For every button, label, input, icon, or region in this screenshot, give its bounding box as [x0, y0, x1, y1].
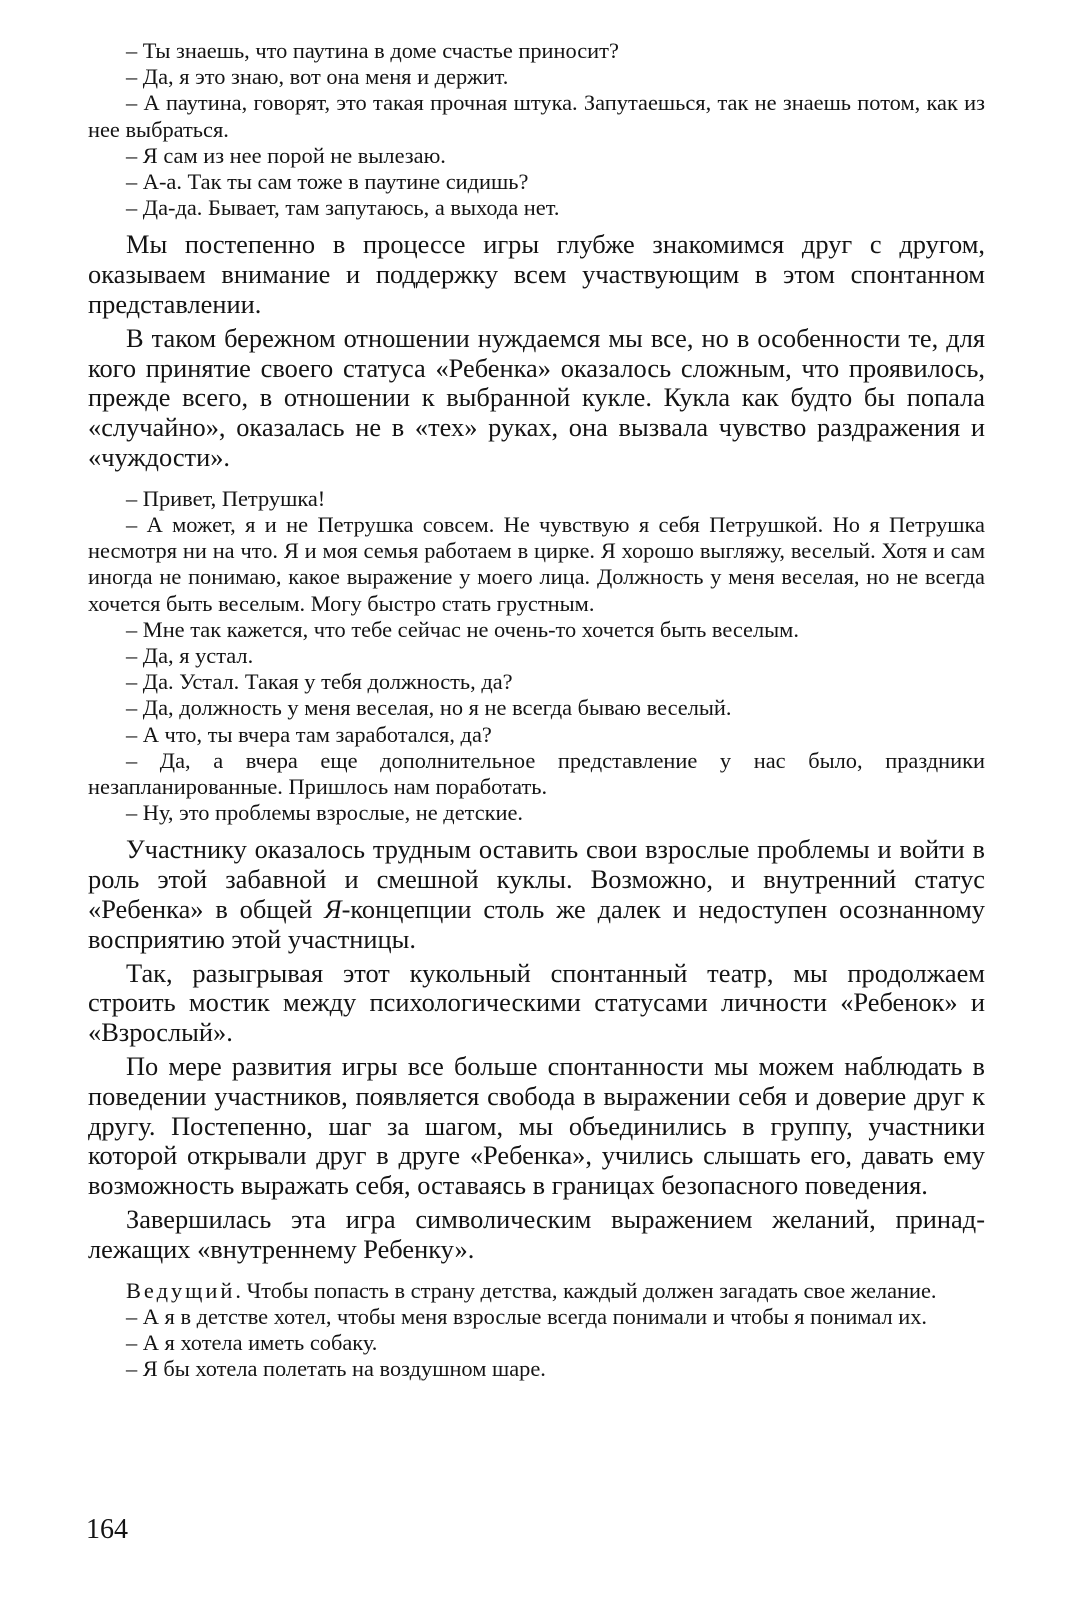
dialogue-line: – Ты знаешь, что паутина в доме счастье приносит? — [126, 38, 619, 63]
dialogue-line: – Да, а вчера еще дополнительное представление у нас было, праздники незапланированные. Пришлось нам поработать. — [88, 747, 985, 800]
body-text-block — [88, 230, 985, 472]
dialogue-block-cobweb — [88, 38, 985, 221]
body-text: -концепции столь же далек и недоступен осознанному восприятию этой участницы. — [88, 894, 985, 954]
italic-term: Я — [324, 894, 342, 925]
body-paragraph: В таком бережном отношении нуждаемся мы все, но в особенности те, для кого принятие своего статуса «Ребенка» оказалось сложным, что проявилось, прежде всего, в отношении к выбранной кукле. Кукла как будто бы попала «случайно», оказалась не в «тех» руках, она вызвала чувство раздражения и «чуждости». — [88, 322, 985, 472]
body-paragraph — [88, 835, 985, 954]
body-paragraph: По мере развития игры все больше спонтанности мы можем наблюдать в поведении участников, появляется свобода в выражении себя и доверие друг к другу. Постепенно, шаг за шагом, мы объединились в группу, участники которой открывали друг в друге «Ребенка», учились слышать его, давать ему возможность выражать себя, оставаясь в границах безопасного поведения. — [88, 1051, 985, 1201]
body-text-block — [88, 835, 985, 1264]
host-speech: . Чтобы попасть в страну детства, каждый должен загадать свое желание. — [235, 1277, 937, 1303]
dialogue-line: – Да. Устал. Такая у тебя должность, да? — [126, 669, 513, 695]
dialogue-block-wishes — [88, 1278, 985, 1383]
dialogue-line: – Я бы хотела полетать на воздушном шаре. — [126, 1356, 546, 1382]
dialogue-block-petrushka — [88, 486, 985, 827]
dialogue-line: – Да, должность у меня веселая, но я не всегда бываю веселый. — [126, 695, 732, 721]
body-paragraph: Так, разыгрывая этот кукольный спонтанный театр, мы продолжаем строить мостик между психологическими статусами личности «Ребенок» и «Взрослый». — [88, 957, 985, 1048]
dialogue-line: – А я в детстве хотел, чтобы меня взрослые всегда понимали и чтобы я понимал их. — [126, 1303, 927, 1329]
dialogue-line: – Да, я устал. — [126, 643, 254, 669]
dialogue-line: – Да-да. Бывает, там запутаюсь, а выхода нет. — [126, 195, 560, 221]
dialogue-line: – Привет, Петрушка! — [126, 485, 326, 511]
dialogue-line: – А-а. Так ты сам тоже в паутине сидишь? — [126, 169, 529, 195]
dialogue-line: – Да, я это знаю, вот она меня и держит. — [126, 64, 509, 90]
body-text: Участнику оказалось трудным оставить свои взрослые проблемы и войти в роль этой забавной и смешной куклы. Возможно, и внутренний статус «Ребенка» в общей — [88, 834, 985, 925]
body-paragraph: Завершилась эта игра символическим выражением желаний, принадлежащих «внутреннему Ребенку». — [88, 1204, 985, 1264]
dialogue-line: – Мне так кажется, что тебе сейчас не очень-то хочется быть веселым. — [126, 616, 799, 642]
dialogue-line: – А что, ты вчера там заработался, да? — [126, 721, 492, 747]
dialogue-line: – А паутина, говорят, это такая прочная штука. Запутаешься, так не знаешь потом, как из нее выбраться. — [88, 90, 985, 142]
dialogue-line: – А я хотела иметь собаку. — [126, 1330, 378, 1355]
dialogue-line: – Я сам из нее порой не вылезаю. — [126, 142, 446, 168]
page-number: 164 — [86, 1514, 128, 1545]
host-line — [88, 1278, 985, 1304]
dialogue-line: – А может, я и не Петрушка совсем. Не чувствую я себя Петрушкой. Но я Петрушка несмотря ни на что. Я и моя семья работаем в цирке. Я хорошо выгляжу, веселый. Хотя и сам иногда не понимаю, какое выражение у моего лица. Должность у меня веселая, но не всегда хочется быть веселым. Могу быстро стать грустным. — [88, 512, 985, 616]
dialogue-line: – Ну, это проблемы взрослые, не детские. — [126, 800, 524, 826]
body-paragraph: Мы постепенно в процессе игры глубже знакомимся друг с другом, оказываем внимание и поддержку всем участвующим в этом спонтанном представлении. — [88, 229, 985, 320]
speaker-label: Ведущий — [126, 1277, 236, 1303]
